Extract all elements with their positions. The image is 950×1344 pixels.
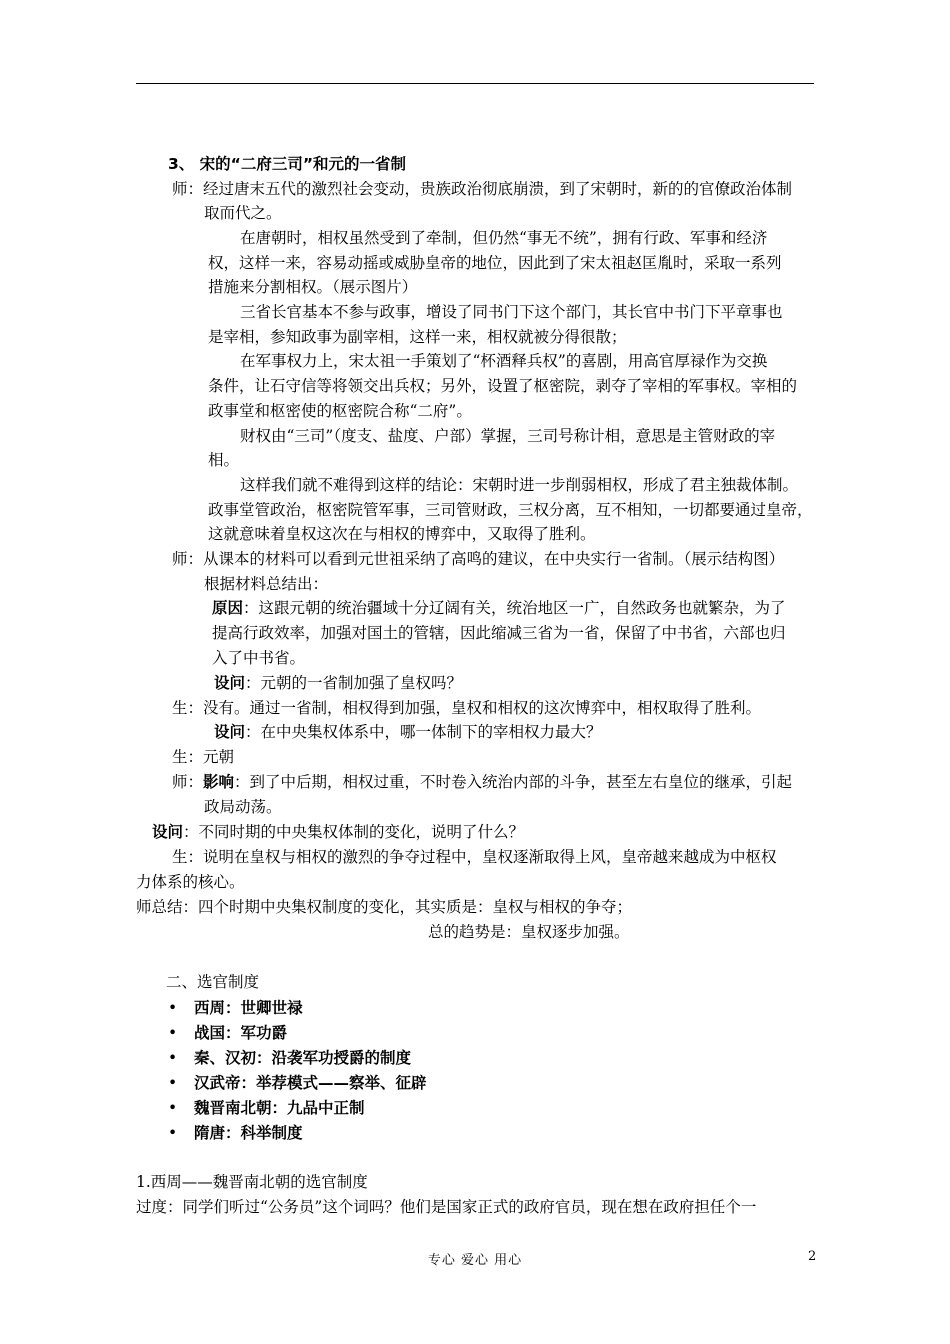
section-title: 3、 宋的“二府三司”和元的一省制 [168,155,407,173]
list-item [168,1023,288,1043]
paragraph-line: 取而代之。 [204,204,282,222]
paragraph-line: 三省长官基本不参与政事，增设了同书门下这个部门，其长官中书门下平章事也 [240,303,783,321]
paragraph-line: 在军事权力上，宋太祖一手策划了“杯酒释兵权”的喜剧，用高官厚禄作为交换 [240,352,768,370]
paragraph-line: 政事堂和枢密使的枢密院合称“二府”。 [208,402,472,420]
impact-line [172,772,792,792]
paragraph-line: 师：经过唐末五代的激烈社会变动，贵族政治彻底崩溃，到了宋朝时，新的的官僚政治体制 [172,180,793,198]
page-number: 2 [808,1249,817,1264]
summary-line: 师总结：四个时期中央集权制度的变化，其实质是：皇权与相权的争夺； [136,898,633,916]
question-line [214,673,462,693]
paragraph-line: 根据材料总结出： [204,575,329,593]
paragraph-line: 权，这样一来，容易动摇或威胁皇帝的地位，因此到了宋太祖赵匡胤时，采取一系列 [208,254,782,272]
paragraph-line: 是宰相，参知政事为副宰相，这样一来，相权就被分得很散； [208,328,627,346]
bullet-text: 汉武帝：举荐模式——察举、征辟 [194,1074,427,1092]
bullet-text: 西周：世卿世禄 [194,999,303,1017]
paragraph-line: 师：从课本的材料可以看到元世祖采纳了高鸣的建议，在中央实行一省制。（展示结构图） [172,550,785,568]
paragraph-line: 提高行政效率，加强对国土的管辖，因此缩减三省为一省，保留了中书省，六部也归 [212,624,786,642]
question-line [214,722,602,742]
bullet-text: 魏晋南北朝：九品中正制 [194,1099,365,1117]
bullet-text: 秦、汉初：沿袭军功授爵的制度 [194,1049,412,1067]
bullet-text: 战国：军功爵 [194,1024,288,1042]
bullet-icon: • [168,1024,178,1042]
answer-line: 力体系的核心。 [136,873,245,891]
bullet-icon: • [168,1124,178,1142]
reason-text: ：这跟元朝的统治疆域十分辽阔有关，统治地区一广，自然政务也就繁杂，为了 [243,599,786,617]
paragraph-line: 这就意味着皇权这次在与相权的博弈中，又取得了胜利。 [208,525,596,543]
answer-line: 生：元朝 [172,748,235,766]
answer-line: 生：没有。通过一省制，相权得到加强，皇权和相权的这次博弈中，相权取得了胜利。 [172,699,762,717]
transition-line: 过度：同学们听过“公务员”这个词吗？他们是国家正式的政府官员，现在想在政府担任个一 [136,1198,757,1216]
question-label: 设问 [214,723,246,741]
question-text: ：元朝的一省制加强了皇权吗？ [245,674,463,692]
bullet-icon: • [168,999,178,1017]
question-label: 设问 [152,823,184,841]
paragraph-line: 财权由“三司”（度支、盐度、户部）掌握，三司号称计相，意思是主管财政的宰 [240,427,776,445]
reason-line [212,598,786,618]
reason-label: 原因 [212,599,244,617]
bullet-icon: • [168,1074,178,1092]
paragraph-line: 政事堂管政治，枢密院管军事，三司管财政，三权分离，互不相知，一切都要通过皇帝， [208,501,813,519]
header-rule [136,83,814,84]
paragraph-line: 入了中书省。 [212,649,306,667]
paragraph-line: 条件，让石守信等将领交出兵权；另外，设置了枢密院，剥夺了宰相的军事权。宰相的 [208,377,798,395]
paragraph-line: 相。 [208,451,240,469]
list-item [168,1073,427,1093]
list-item [168,998,303,1018]
paragraph-line: 这样我们就不难得到这样的结论：宋朝时进一步削弱相权，形成了君主独裁体制。 [240,476,799,494]
list-item [168,1098,365,1118]
impact-label: 影响 [203,773,235,791]
impact-text: ：到了中后期，相权过重，不时卷入统治内部的斗争，甚至左右皇位的继承，引起 [234,773,793,791]
paragraph-line: 措施来分割相权。（展示图片） [208,278,418,296]
bullet-icon: • [168,1099,178,1117]
subsection-title: 1.西周——魏晋南北朝的选官制度 [136,1173,368,1191]
bullet-icon: • [168,1049,178,1067]
question-line [152,822,524,842]
answer-line: 生：说明在皇权与相权的激烈的争夺过程中，皇权逐渐取得上风，皇帝越来越成为中枢权 [172,848,777,866]
list-item [168,1123,303,1143]
section2-title: 二、选官制度 [166,973,260,991]
summary-line: 总的趋势是：皇权逐步加强。 [428,923,630,941]
bullet-text: 隋唐：科举制度 [194,1124,303,1142]
paragraph-line: 在唐朝时，相权虽然受到了牵制，但仍然“事无不统”，拥有行政、军事和经济 [240,229,768,247]
list-item [168,1048,412,1068]
question-label: 设问 [214,674,246,692]
question-text: ：在中央集权体系中，哪一体制下的宰相权力最大？ [245,723,602,741]
question-text: ：不同时期的中央集权体制的变化，说明了什么？ [183,823,525,841]
paragraph-line: 政局动荡。 [204,798,282,816]
page-footer: 专心 爱心 用心 [427,1253,523,1268]
impact-prefix: 师： [172,773,204,791]
